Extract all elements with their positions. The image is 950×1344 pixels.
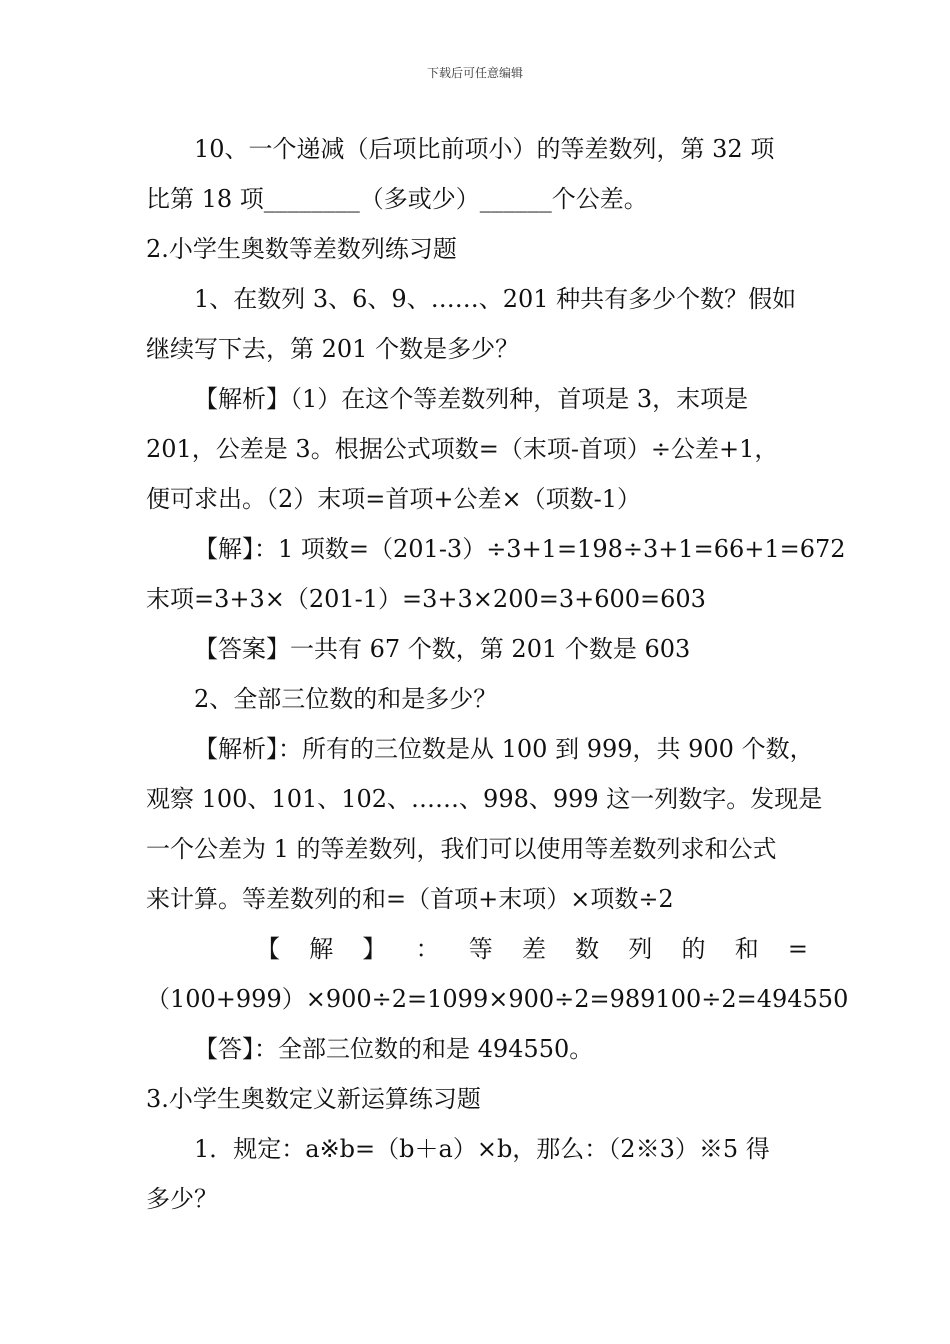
solution-2-line-2: （100+999）×900÷2=1099×900÷2=989100÷2=494550 xyxy=(146,985,849,1013)
solution-1-line-2: 末项=3+3×（201-1）=3+3×200=3+600=603 xyxy=(146,585,706,613)
spread-char: ： xyxy=(415,935,440,963)
spread-char: 解 xyxy=(309,935,334,963)
analysis-1-line-3: 便可求出。（2）末项=首项+公差×（项数-1） xyxy=(146,485,641,513)
problem-1-line-2: 继续写下去，第 201 个数是多少？ xyxy=(146,335,520,363)
document-body xyxy=(146,124,849,1224)
problem-3-line-1: 1．规定：a※b=（b＋a）×b，那么：（2※3）※5 得 xyxy=(194,1135,770,1163)
analysis-2-line-3: 一个公差为 1 的等差数列，我们可以使用等差数列求和公式 xyxy=(146,835,777,863)
page-header-note: 下载后可任意编辑 xyxy=(426,66,523,80)
section-3-heading: 3.小学生奥数定义新运算练习题 xyxy=(146,1085,481,1113)
spread-char: 和 xyxy=(734,935,759,963)
analysis-2-line-2: 观察 100、101、102、……、998、999 这一列数字。发现是 xyxy=(146,785,823,813)
problem-10-line-1: 10、一个递减（后项比前项小）的等差数列，第 32 项 xyxy=(194,135,775,163)
solution-2-line-1 xyxy=(146,924,808,974)
problem-10-line-2: 比第 18 项________（多或少）______个公差。 xyxy=(146,185,648,213)
spread-char: 差 xyxy=(521,935,546,963)
spread-char: 】 xyxy=(362,935,387,963)
problem-2-line-1: 2、全部三位数的和是多少？ xyxy=(194,685,498,713)
spread-char: = xyxy=(787,935,808,963)
analysis-2-line-4: 来计算。等差数列的和=（首项+末项）×项数÷2 xyxy=(146,885,674,913)
answer-1: 【答案】一共有 67 个数，第 201 个数是 603 xyxy=(194,635,691,663)
problem-1-line-1: 1、在数列 3、6、9、……、201 种共有多少个数？假如 xyxy=(194,285,797,313)
section-2-heading: 2.小学生奥数等差数列练习题 xyxy=(146,235,457,263)
answer-2: 【答】：全部三位数的和是 494550。 xyxy=(194,1035,594,1063)
spread-char: 【 xyxy=(256,935,280,963)
solution-1-line-1: 【解】：1 项数=（201-3）÷3+1=198÷3+1=66+1=672 xyxy=(194,535,846,563)
analysis-1-line-2: 201，公差是 3。根据公式项数=（末项-首项）÷公差+1， xyxy=(146,435,779,463)
spread-char: 等 xyxy=(468,935,493,963)
spread-char: 列 xyxy=(628,935,653,963)
spread-char: 数 xyxy=(575,935,600,963)
analysis-2-line-1: 【解析】：所有的三位数是从 100 到 999，共 900 个数， xyxy=(194,735,814,763)
analysis-1-line-1: 【解析】（1）在这个等差数列种，首项是 3，末项是 xyxy=(194,385,749,413)
problem-3-line-2: 多少？ xyxy=(146,1185,218,1213)
spread-char: 的 xyxy=(681,935,706,963)
